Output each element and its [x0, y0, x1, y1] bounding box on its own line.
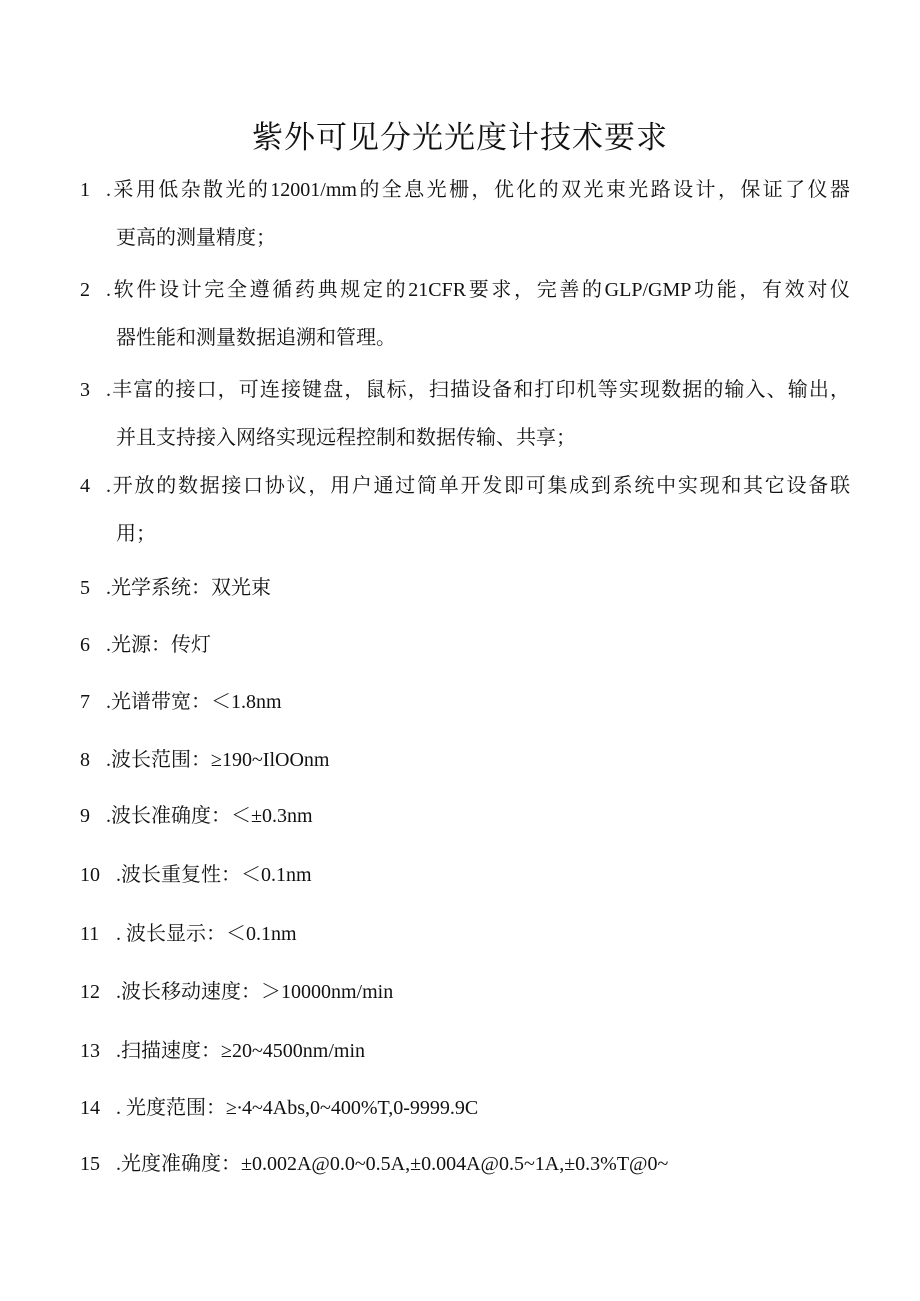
- spec-item-text: .波长范围：≥190~IlOOnm: [106, 749, 330, 771]
- spec-item-4: [80, 462, 850, 558]
- spec-item-5: [80, 564, 850, 612]
- spec-item-text: .光度准确度：±0.002A@0.0~0.5A,±0.004A@0.5~1A,±0.3%T@0~: [116, 1153, 669, 1175]
- spec-item-text: .光谱带宽：＜1.8nm: [106, 691, 282, 713]
- spec-item-number: 6: [80, 634, 90, 656]
- spec-item-number: 15: [80, 1153, 100, 1175]
- spec-item-1: [80, 166, 850, 262]
- spec-item-number: 5: [80, 577, 90, 599]
- spec-item-12: [80, 968, 850, 1016]
- spec-item-14: [80, 1084, 850, 1132]
- spec-item-2: [80, 266, 850, 362]
- spec-item-number: 12: [80, 981, 100, 1003]
- spec-item-1-line1: [80, 166, 850, 214]
- spec-item-text: .波长准确度：＜±0.3nm: [106, 805, 313, 827]
- spec-item-text: .光学系统：双光束: [106, 577, 271, 599]
- spec-item-number: 14: [80, 1097, 100, 1119]
- spec-item-number: 10: [80, 864, 100, 886]
- spec-item-number: 8: [80, 749, 90, 771]
- spec-item-text: .波长重复性：＜0.1nm: [116, 864, 312, 886]
- spec-item-number: 1: [80, 179, 90, 201]
- spec-item-13: [80, 1027, 850, 1075]
- spec-item-8: [80, 736, 850, 784]
- spec-item-text: .光源：传灯: [106, 634, 211, 656]
- spec-item-15: [80, 1140, 850, 1188]
- spec-item-11: [80, 910, 850, 958]
- spec-item-3-line1: [80, 366, 850, 414]
- spec-item-number: 7: [80, 691, 90, 713]
- document-title: 紫外可见分光光度计技术要求: [252, 120, 668, 155]
- spec-item-continuation: 并且支持接入网络实现远程控制和数据传输、共享；: [116, 427, 576, 449]
- spec-item-text: . 波长显示：＜0.1nm: [116, 923, 297, 945]
- spec-item-text: .扫描速度：≥20~4500nm/min: [116, 1040, 366, 1062]
- spec-item-text: .开放的数据接口协议，用户通过简单开发即可集成到系统中实现和其它设备联: [106, 475, 850, 497]
- spec-item-number: 13: [80, 1040, 100, 1062]
- spec-item-text: . 光度范围：≥∙4~4Abs,0~400%T,0-9999.9C: [116, 1097, 479, 1119]
- spec-item-9: [80, 792, 850, 840]
- spec-item-7: [80, 678, 850, 726]
- spec-item-continuation: 用；: [116, 523, 156, 545]
- spec-item-text: .采用低杂散光的12001/mm的全息光栅，优化的双光束光路设计，保证了仪器: [106, 179, 850, 201]
- spec-item-number: 2: [80, 279, 90, 301]
- spec-item-text: .波长移动速度：＞10000nm/min: [116, 981, 394, 1003]
- spec-item-continuation: 更高的测量精度；: [116, 227, 276, 249]
- spec-item-3: [80, 366, 850, 462]
- spec-item-6: [80, 621, 850, 669]
- spec-item-number: 9: [80, 805, 90, 827]
- spec-item-number: 4: [80, 475, 90, 497]
- spec-item-text: .丰富的接口，可连接键盘，鼠标，扫描设备和打印机等实现数据的输入、输出，: [106, 379, 850, 401]
- spec-item-10: [80, 851, 850, 899]
- spec-item-continuation: 器性能和测量数据追溯和管理。: [116, 327, 396, 349]
- spec-item-number: 3: [80, 379, 90, 401]
- spec-item-2-line1: [80, 266, 850, 314]
- spec-item-number: 11: [80, 923, 100, 945]
- spec-item-text: .软件设计完全遵循药典规定的21CFR要求，完善的GLP/GMP功能，有效对仪: [106, 279, 850, 301]
- spec-item-4-line1: [80, 462, 850, 510]
